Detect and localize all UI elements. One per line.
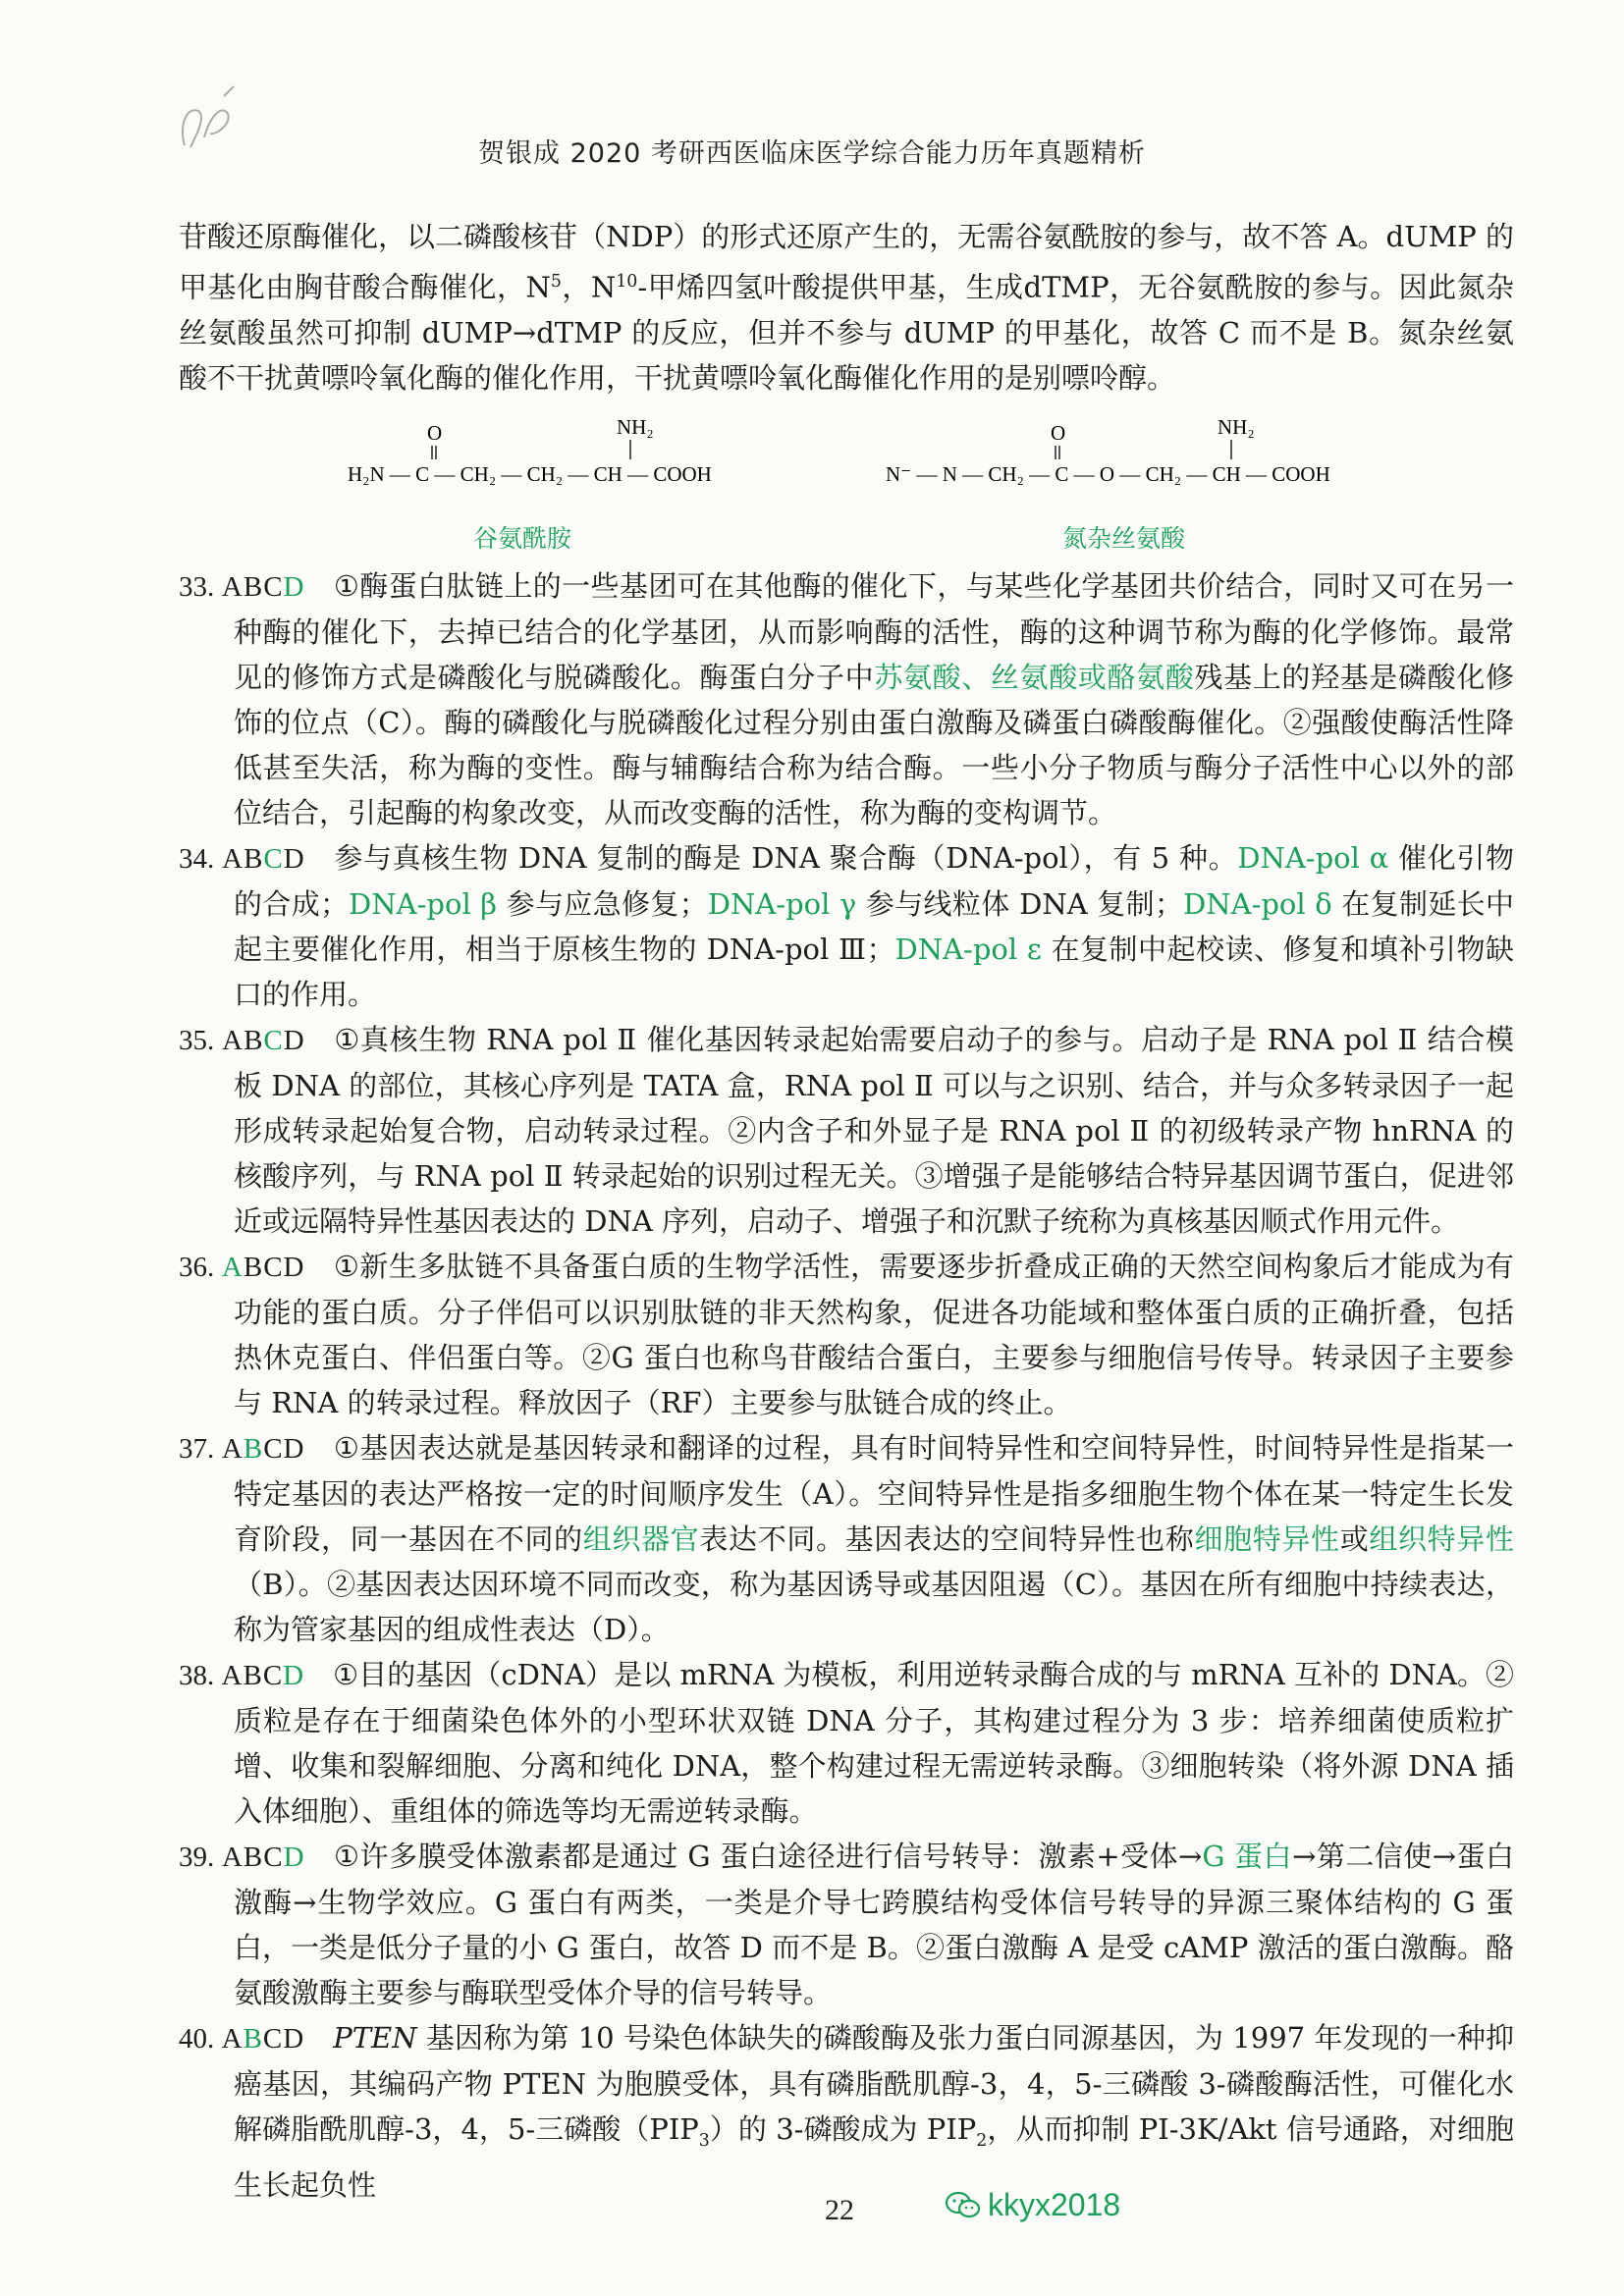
page-number: 22 [825, 2194, 854, 2226]
body-text: ①新生多肽链不具备蛋白质的生物学活性，需要逐步折叠成正确的天然空间构象后才能成为有功能的蛋白质。分子伴侣可以识别肽链的非天然构象，促进各功能域和整体蛋白质的正确折叠，包括热休克蛋白、伴侣蛋白等。②G 蛋白也称鸟苷酸结合蛋白，主要参与细胞信号传导。转录因子主要参与 RNA 的转录过程。释放因子（RF）主要参与肽链合成的终止。 [234, 1249, 1515, 1419]
body-text: 10 [616, 272, 638, 292]
answer-options [222, 1025, 305, 1056]
body-text: ①目的基因（cDNA）是以 mRNA 为模板，利用逆转录酶合成的与 mRNA 互补的 DNA。②质粒是存在于细菌染色体外的小型环状双链 DNA 分子，其构建过程分为 3 步：培养细菌使质粒扩增、收集和裂解细胞、分离和纯化 DNA，整个构建过程无需逆转录酶。③细胞转染（将外源 DNA 插入体细胞）、重组体的筛选等均无需逆转录酶。 [234, 1657, 1514, 1828]
correct-answer: B [243, 1432, 264, 1465]
body-text: ①酶蛋白肽链上的一些基团可在其他酶的催化下，与某些化学基团共价结合，同时又可在另一种酶的催化下，去掉已结合的化学基团，从而影响酶的活性，酶的这种调节称为酶的化学修饰。最常见的修饰方式是磷酸化与脱磷酸化。酶蛋白分子中 [234, 568, 1515, 694]
option-letters: CD [262, 2022, 305, 2055]
answer-list [179, 563, 1514, 2209]
answer-options [222, 571, 305, 603]
body-text: ，从而抑制 PI-3K/Akt 信号通路，对细胞生长起负性 [234, 2111, 1514, 2203]
option-letters: AB [222, 1024, 264, 1056]
option-letters: AB [222, 842, 264, 875]
highlight-text: DNA-pol α [1237, 840, 1389, 875]
body-text: -甲烯四氢叶酸提供甲基，生成dTMP，无谷氨酰胺的参与。因此氮杂丝氨酸虽然可抑制 dUMP→dTMP 的反应，但并不参与 dUMP 的甲基化，故答 C 而不是 B。氮杂丝氨酸不干扰黄嘌呤氧化酶的催化作用，干扰黄嘌呤氧化酶催化作用的是别嘌呤醇。 [179, 270, 1514, 395]
answer-options [222, 1842, 305, 1873]
body-text: 2 [976, 2130, 988, 2151]
answer-item [179, 1017, 1514, 1244]
body-text: 参与线粒体 DNA 复制； [856, 886, 1183, 921]
correct-answer: C [263, 1024, 284, 1056]
body-text: 参与应急修复； [497, 886, 708, 921]
o-atom-right: O [1051, 420, 1066, 445]
body-text: 5 [550, 272, 562, 292]
option-letters: BCD [243, 1251, 305, 1283]
wechat-icon [945, 2191, 982, 2220]
body-text: 苷酸还原酶催化，以二磷酸核苷（NDP）的形式还原产生的，无需谷氨酰胺的参与，故不答 A。dUMP 的甲基化由胸苷酸合酶催化，N [179, 220, 1514, 304]
body-text: 在复制延长中起主要催化作用，相当于原核生物的 DNA-pol Ⅲ； [234, 886, 1515, 966]
highlight-text: 苏氨酸、丝氨酸或酪氨酸 [874, 660, 1195, 694]
body-text: ①基因表达就是基因转录和翻译的过程，具有时间特异性和空间特异性，时间特异性是指某一特定基因的表达严格按一定的时间顺序发生（A）。空间特异性是指多细胞生物个体在某一特定生长发育阶段，同一基因在不同的 [234, 1430, 1515, 1556]
option-letters: A [221, 2022, 244, 2055]
azaserine-formula: N⁻ — N — CH₂ — C — O — CH₂ — CH — COOH [886, 461, 1330, 486]
body-text: 催化引物的合成； [234, 840, 1515, 921]
option-letters: ABC [221, 1659, 284, 1691]
body-text: 3 [698, 2130, 710, 2151]
highlight-text: 组织器官 [582, 1522, 700, 1556]
highlight-text: DNA-pol β [349, 886, 498, 921]
glutamine-formula: H₂N — C — CH₂ — CH₂ — CH — COOH [348, 461, 712, 486]
answer-options [222, 843, 305, 875]
watermark-brand [945, 2187, 1120, 2223]
body-text: →第二信使→蛋白激酶→生物学效应。G 蛋白有两类，一类是介导七跨膜结构受体信号转导的异源三聚体结构的 G 蛋白，一类是低分子量的小 G 蛋白，故答 D 而不是 B。②蛋白激酶 A 是受 cAMP 激活的蛋白激酶。酪氨酸激酶主要参与酶联型受体介导的信号转导。 [234, 1839, 1515, 2009]
page-header: 贺银成 2020 考研西医临床医学综合能力历年真题精析 [478, 138, 1146, 169]
correct-answer: D [283, 570, 305, 603]
answer-options [222, 1252, 305, 1283]
answer-item [179, 1244, 1514, 1425]
body-text: 残基上的羟基是磷酸化修饰的位点（C）。酶的磷酸化与脱磷酸化过程分别由蛋白激酶及磷蛋白磷酸酶催化。②强酸使酶活性降低甚至失活，称为酶的变性。酶与辅酶结合称为结合酶。一些小分子物质与酶分子活性中心以外的部位结合，引起酶的构象改变，从而改变酶的活性，称为酶的变构调节。 [234, 660, 1514, 829]
correct-answer: B [243, 2022, 263, 2055]
answer-item [179, 1652, 1514, 1834]
question-number: 36. [179, 1251, 222, 1283]
chemical-structures [179, 410, 1514, 558]
question-number: 37. [179, 1432, 222, 1465]
body-text: 或 [1339, 1522, 1370, 1556]
answer-item [179, 1834, 1514, 2015]
highlight-text: DNA-pol γ [707, 886, 857, 921]
answer-item [179, 1425, 1514, 1652]
question-number: 34. [179, 842, 223, 875]
body-text: 表达不同。基因表达的空间特异性也称 [699, 1522, 1195, 1556]
correct-answer: D [283, 1841, 305, 1873]
body-text: 在复制中起校读、修复和填补引物缺口的作用。 [234, 932, 1514, 1011]
body-text: ，N [561, 270, 617, 304]
option-letters: ABC [221, 570, 284, 603]
option-letters: CD [263, 1432, 305, 1465]
question-number: 38. [179, 1659, 222, 1691]
correct-answer: C [263, 842, 284, 875]
answer-options [222, 1433, 305, 1465]
highlight-text: 组织特异性 [1369, 1522, 1514, 1556]
intro-paragraph [179, 214, 1514, 400]
body-text: ①许多膜受体激素都是通过 G 蛋白途径进行信号转导：激素+受体→ [333, 1839, 1203, 1873]
highlight-text: 细胞特异性 [1194, 1522, 1340, 1556]
question-number: 35. [179, 1024, 223, 1056]
highlight-text: DNA-pol ε [894, 932, 1042, 966]
body-text: PTEN [333, 2020, 417, 2055]
highlight-text: DNA-pol δ [1183, 886, 1332, 921]
option-letters: ABC [221, 1841, 284, 1873]
body-text: ①真核生物 RNA pol Ⅱ 催化基因转录起始需要启动子的参与。启动子是 RNA pol Ⅱ 结合模板 DNA 的部位，其核心序列是 TATA 盒，RNA pol Ⅱ 可以与之识别、结合，并与众多转录因子一起形成转录起始复合物，启动转录过程。②内含子和外显子是 RNA pol Ⅱ 的初级转录产物 hnRNA 的核酸序列，与 RNA pol Ⅱ 转录起始的识别过程无关。③增强子是能够结合特异基因调节蛋白，促进邻近或远隔特异性基因表达的 DNA 序列，启动子、增强子和沉默子统称为真核基因顺式作用元件。 [234, 1022, 1514, 1238]
question-number: 40. [179, 2022, 222, 2055]
glutamine-structure [348, 415, 712, 486]
azaserine-structure [886, 415, 1330, 486]
question-number: 33. [179, 570, 222, 603]
body-text: 基因称为第 10 号染色体缺失的磷酸酶及张力蛋白同源基因，为 1997 年发现的一种抑癌基因，其编码产物 PTEN 为胞膜受体，具有磷脂酰肌醇-3，4，5-三磷酸 3-磷酸酶活性，可催化水解磷脂酰肌醇-3，4，5-三磷酸（PIP [234, 2020, 1514, 2146]
azaserine-label: 氮杂丝氨酸 [1062, 523, 1186, 553]
answer-options [222, 1660, 305, 1691]
answer-options [222, 2023, 305, 2055]
option-letters: A [221, 1432, 244, 1465]
nh2-left: NH₂ [617, 414, 654, 439]
nh2-right: NH₂ [1218, 414, 1255, 439]
option-letters: D [283, 1024, 305, 1056]
body-text: （B）。②基因表达因环境不同而改变，称为基因诱导或基因阻遏（C）。基因在所有细胞中持续表达，称为管家基因的组成性表达（D）。 [234, 1567, 1514, 1646]
option-letters: D [283, 842, 305, 875]
body-text: ）的 3-磷酸成为 PIP [709, 2111, 977, 2146]
glutamine-label: 谷氨酰胺 [473, 523, 572, 553]
answer-item [179, 563, 1514, 835]
brand-text: kkyx2018 [988, 2187, 1121, 2222]
question-number: 39. [179, 1841, 222, 1873]
answer-item [179, 2015, 1514, 2209]
correct-answer: A [221, 1251, 244, 1283]
correct-answer: D [283, 1659, 305, 1691]
o-atom-left: O [427, 420, 443, 445]
highlight-text: G 蛋白 [1202, 1839, 1293, 1873]
answer-item [179, 835, 1514, 1017]
body-text: 参与真核生物 DNA 复制的酶是 DNA 聚合酶（DNA-pol），有 5 种。 [333, 840, 1238, 875]
page-content [179, 214, 1514, 2208]
